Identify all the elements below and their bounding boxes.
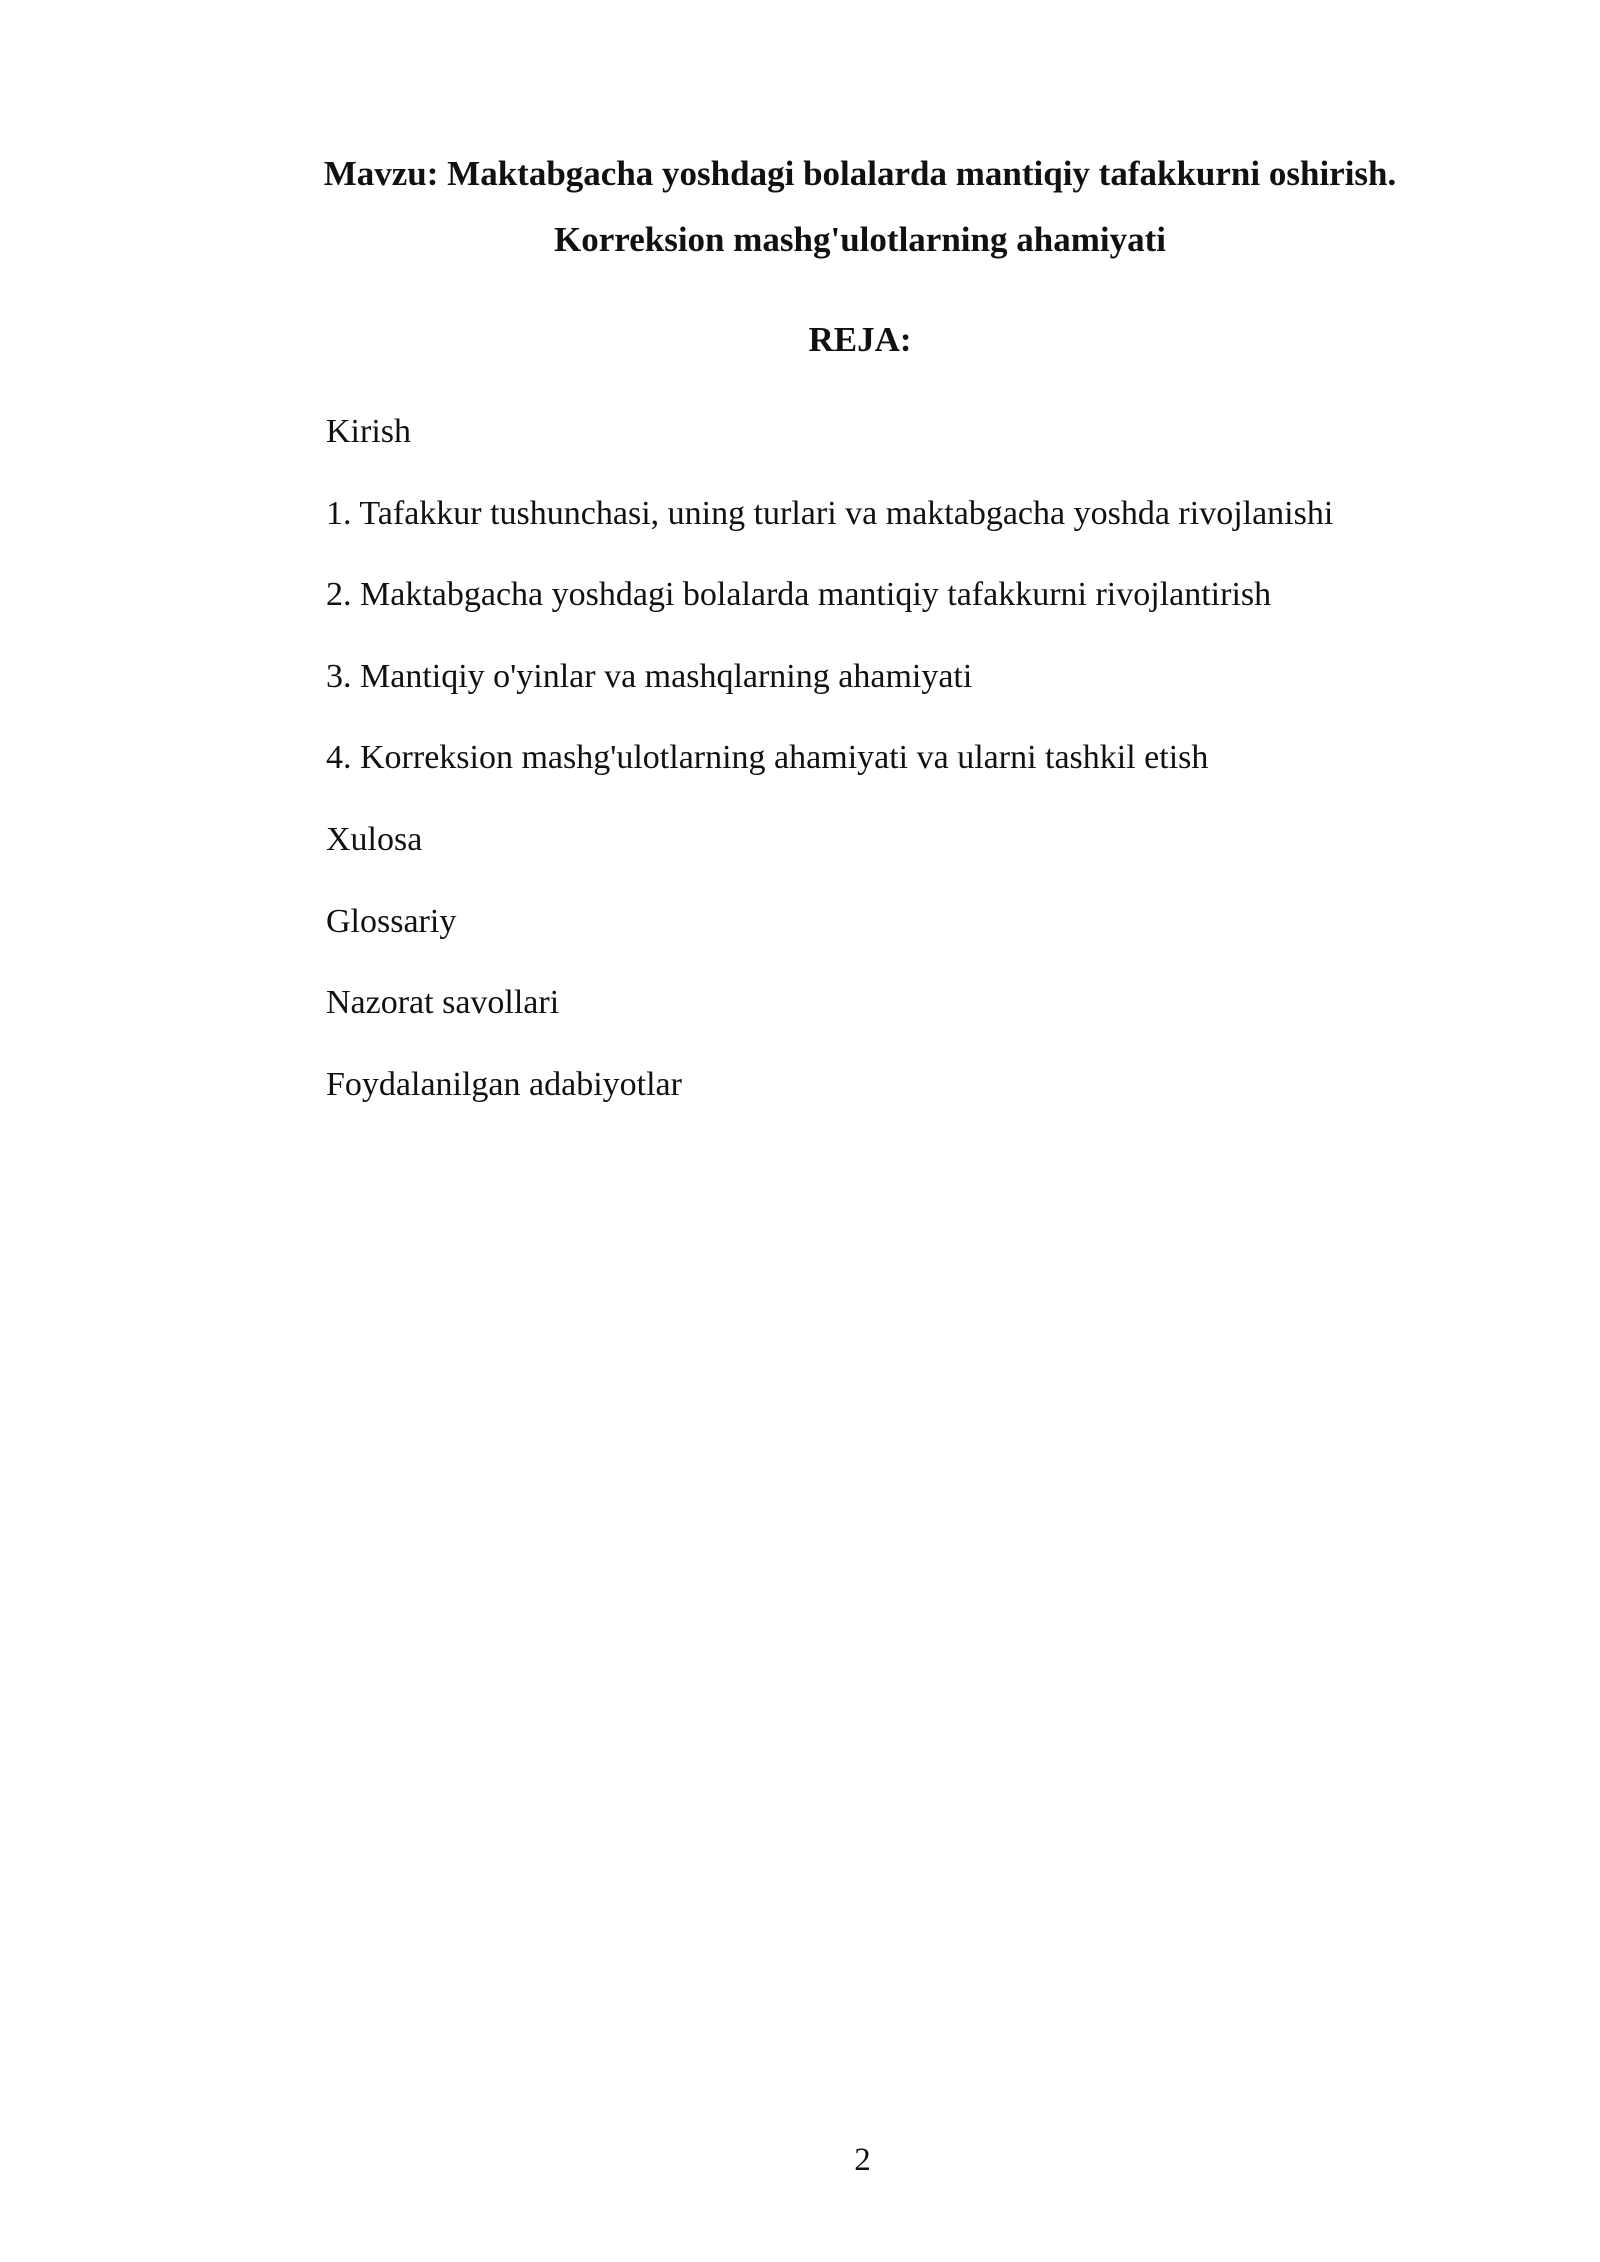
plan-item-1: 1. Tafakkur tushunchasi, uning turlari va maktabgacha yoshda rivojlanishi (326, 494, 1334, 532)
plan-item-4: 4. Korreksion mashg'ulotlarning ahamiyati va ularni tashkil etish (326, 739, 1209, 777)
plan-list (326, 410, 1556, 1144)
plan-item-introduction: Kirish (326, 413, 411, 450)
plan-item-glossary: Glossariy (326, 902, 457, 940)
plan-item-review-questions: Nazorat savollari (326, 984, 560, 1022)
plan-item-2: 2. Maktabgacha yoshdagi bolalarda mantiqiy tafakkurni rivojlantirish (326, 576, 1272, 614)
plan-item-3: 3. Mantiqiy o'yinlar va mashqlarning ahamiyati (326, 657, 973, 695)
page-number: 2 (854, 2142, 871, 2178)
document-title-line-2: Korreksion mashg'ulotlarning ahamiyati (554, 220, 1166, 259)
plan-item-conclusion: Xulosa (326, 820, 423, 858)
document-title-line-1: Mavzu: Maktabgacha yoshdagi bolalarda mantiqiy tafakkurni oshirish. (323, 154, 1397, 193)
plan-heading: REJA: (808, 320, 912, 359)
plan-item-references: Foydalanilgan adabiyotlar (326, 1065, 682, 1103)
